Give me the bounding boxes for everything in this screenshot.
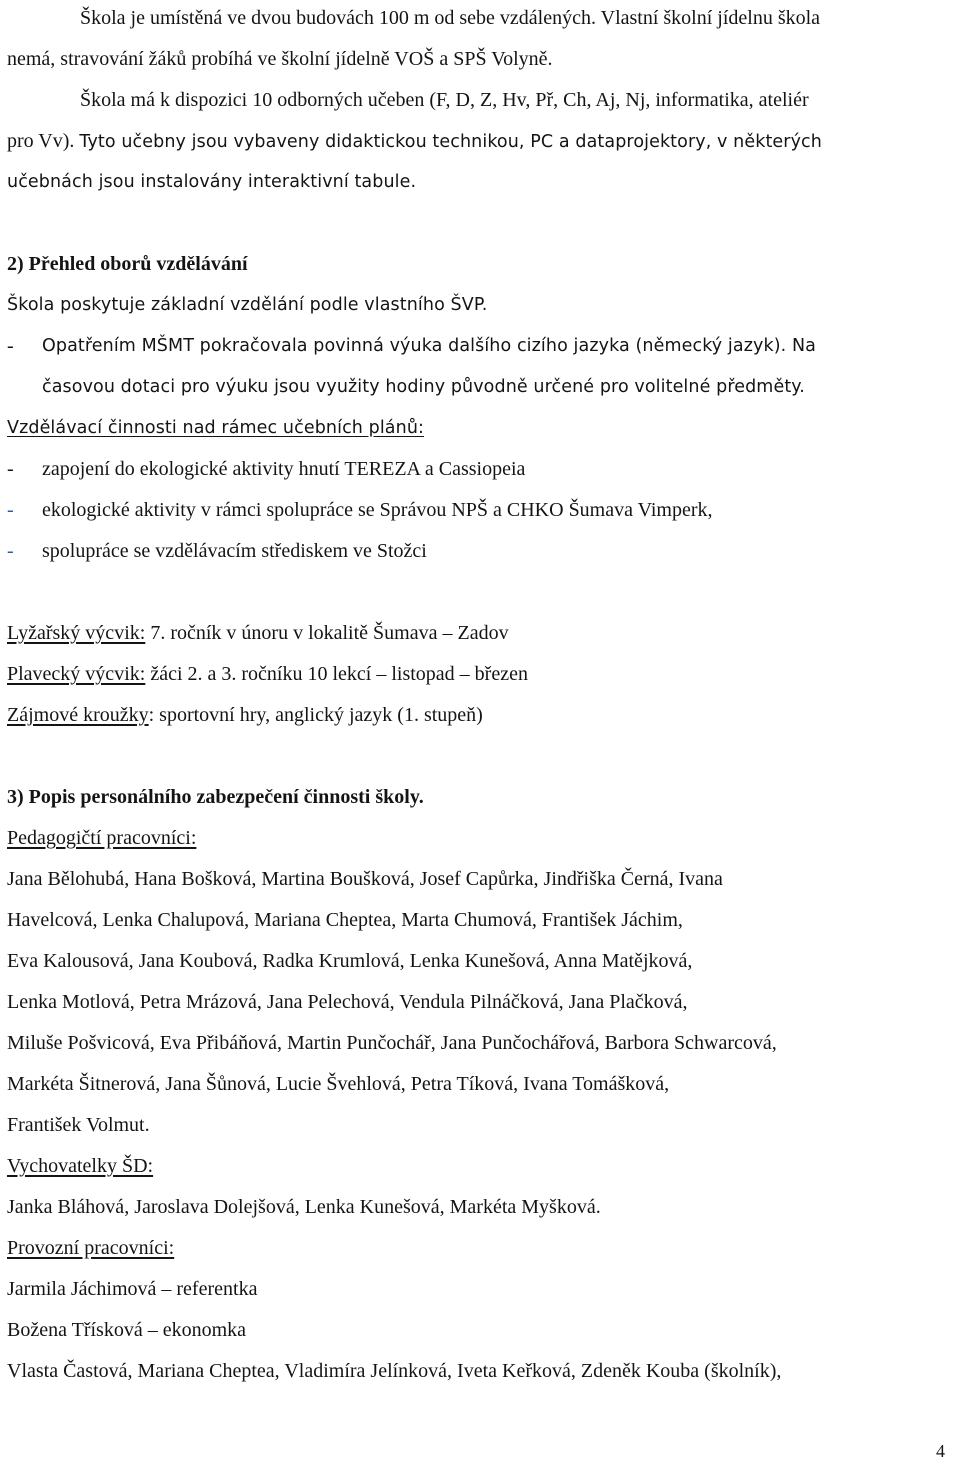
- text-span: Tyto učebny jsou vybaveny didaktickou technikou, PC a dataprojektory, v některých: [79, 132, 822, 152]
- bullet-text: Opatřením MŠMT pokračovala povinná výuka dalšího cizího jazyka (německý jazyk). Na: [42, 336, 816, 356]
- swim-label: Plavecký výcvik:: [7, 663, 146, 685]
- swim-text: žáci 2. a 3. ročníku 10 lekcí – listopad – březen: [145, 663, 528, 685]
- section-label: Provozní pracovníci:: [7, 1237, 175, 1259]
- section-heading: 3) Popis personálního zabezpečení činnosti školy.: [7, 786, 424, 808]
- ski-label: Lyžařský výcvik:: [7, 622, 146, 644]
- staff-line: František Volmut.: [7, 1114, 150, 1136]
- club-line: [7, 703, 483, 727]
- text-line: [7, 129, 822, 153]
- bullet-text: ekologické aktivity v rámci spolupráce se Správou NPŠ a CHKO Šumava Vimperk,: [42, 499, 713, 521]
- dash-marker: -: [7, 335, 14, 357]
- staff-line: Miluše Pošvicová, Eva Přibáňová, Martin Punčochář, Jana Punčochářová, Barbora Schwarcová,: [7, 1032, 777, 1054]
- text-line: Škola poskytuje základní vzdělání podle vlastního ŠVP.: [7, 295, 488, 315]
- section-label: Pedagogičtí pracovníci:: [7, 827, 197, 849]
- staff-line: Lenka Motlová, Petra Mrázová, Jana Pelechová, Vendula Pilnáčková, Jana Plačková,: [7, 991, 688, 1013]
- bullet-text: spolupráce se vzdělávacím střediskem ve Stožci: [42, 540, 427, 562]
- dash-marker: -: [7, 458, 14, 480]
- text-line: učebnách jsou instalovány interaktivní tabule.: [7, 172, 417, 192]
- section-heading: 2) Přehled oborů vzdělávání: [7, 253, 248, 275]
- bullet-line: [7, 457, 14, 481]
- text-line: Škola je umístěná ve dvou budovách 100 m od sebe vzdálených. Vlastní školní jídelnu škola: [80, 7, 821, 29]
- bullet-line: [7, 498, 14, 522]
- staff-line: Jarmila Jáchimová – referentka: [7, 1278, 258, 1300]
- staff-line: Janka Bláhová, Jaroslava Dolejšová, Lenka Kunešová, Markéta Myšková.: [7, 1196, 601, 1218]
- staff-line: Eva Kalousová, Jana Koubová, Radka Krumlová, Lenka Kunešová, Anna Matějková,: [7, 950, 693, 972]
- text-span: pro Vv).: [7, 130, 80, 152]
- bullet-line: [7, 334, 14, 358]
- club-text: : sportovní hry, anglický jazyk (1. stupeň): [148, 704, 483, 726]
- section-label: Vzdělávací činnosti nad rámec učebních plánů:: [7, 418, 425, 438]
- bullet-text: zapojení do ekologické aktivity hnutí TEREZA a Cassiopeia: [42, 458, 526, 480]
- staff-line: Božena Třísková – ekonomka: [7, 1319, 247, 1341]
- swim-line: [7, 662, 528, 686]
- page-number: 4: [936, 1441, 945, 1461]
- ski-line: [7, 621, 509, 645]
- bullet-line: [7, 539, 14, 563]
- text-line: nemá, stravování žáků probíhá ve školní jídelně VOŠ a SPŠ Volyně.: [7, 48, 553, 70]
- staff-line: Markéta Šitnerová, Jana Šůnová, Lucie Švehlová, Petra Tíková, Ivana Tomášková,: [7, 1073, 670, 1095]
- bullet-text: časovou dotaci pro výuku jsou využity hodiny původně určené pro volitelné předměty.: [42, 377, 805, 397]
- staff-line: Havelcová, Lenka Chalupová, Mariana Cheptea, Marta Chumová, František Jáchim,: [7, 909, 683, 931]
- text-line: Škola má k dispozici 10 odborných učeben (F, D, Z, Hv, Př, Ch, Aj, Nj, informatika, ateliér: [80, 89, 809, 111]
- dash-marker: -: [7, 499, 14, 521]
- dash-marker: -: [7, 540, 14, 562]
- staff-line: Vlasta Častová, Mariana Cheptea, Vladimíra Jelínková, Iveta Keřková, Zdeněk Kouba (školník),: [7, 1360, 782, 1382]
- section-label: Vychovatelky ŠD:: [7, 1155, 154, 1177]
- ski-text: 7. ročník v únoru v lokalitě Šumava – Zadov: [145, 622, 509, 644]
- staff-line: Jana Bělohubá, Hana Bošková, Martina Boušková, Josef Capůrka, Jindřiška Černá, Ivana: [7, 868, 723, 890]
- club-label: Zájmové kroužky: [7, 704, 149, 726]
